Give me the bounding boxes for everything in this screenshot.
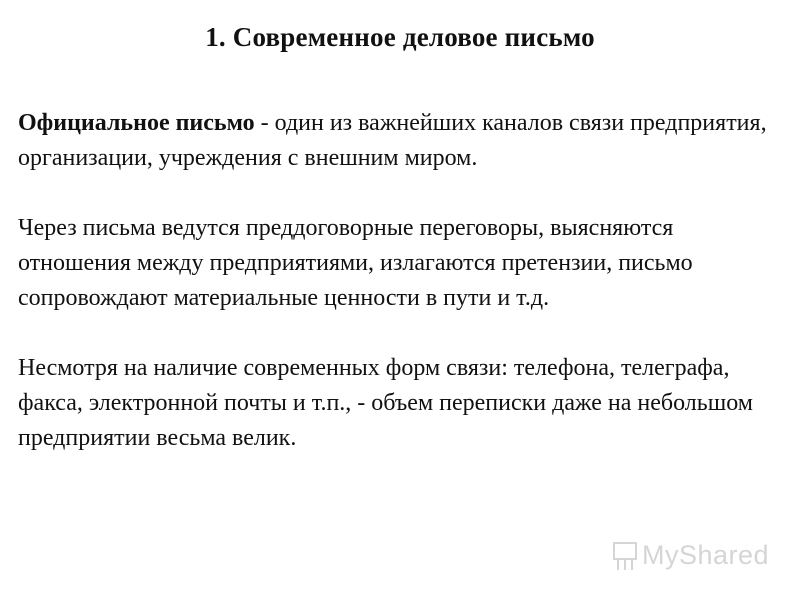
paragraph-purposes: Через письма ведутся преддоговорные переговоры, выясняются отношения между предприятиями, излагаются претензии, письмо сопровождают материальные ценности в пути и т.д. [18, 215, 693, 311]
presentation-board-icon [612, 542, 638, 572]
watermark-text: MyShared [642, 540, 770, 570]
definition-text: - один из важнейших каналов связи предприятия, организации, учреждения с внешним миром. [18, 110, 767, 171]
paragraph-volume: Несмотря на наличие современных форм связи: телефона, телеграфа, факса, электронной почты и т.п., - объем переписки даже на небольшом предприятии весьма велик. [18, 355, 753, 451]
watermark [612, 538, 772, 578]
paragraph-definition [18, 106, 788, 176]
slide-title: 1. Современное деловое письмо [205, 22, 595, 52]
definition-term: Официальное письмо [18, 110, 255, 136]
slide-body [18, 106, 788, 456]
